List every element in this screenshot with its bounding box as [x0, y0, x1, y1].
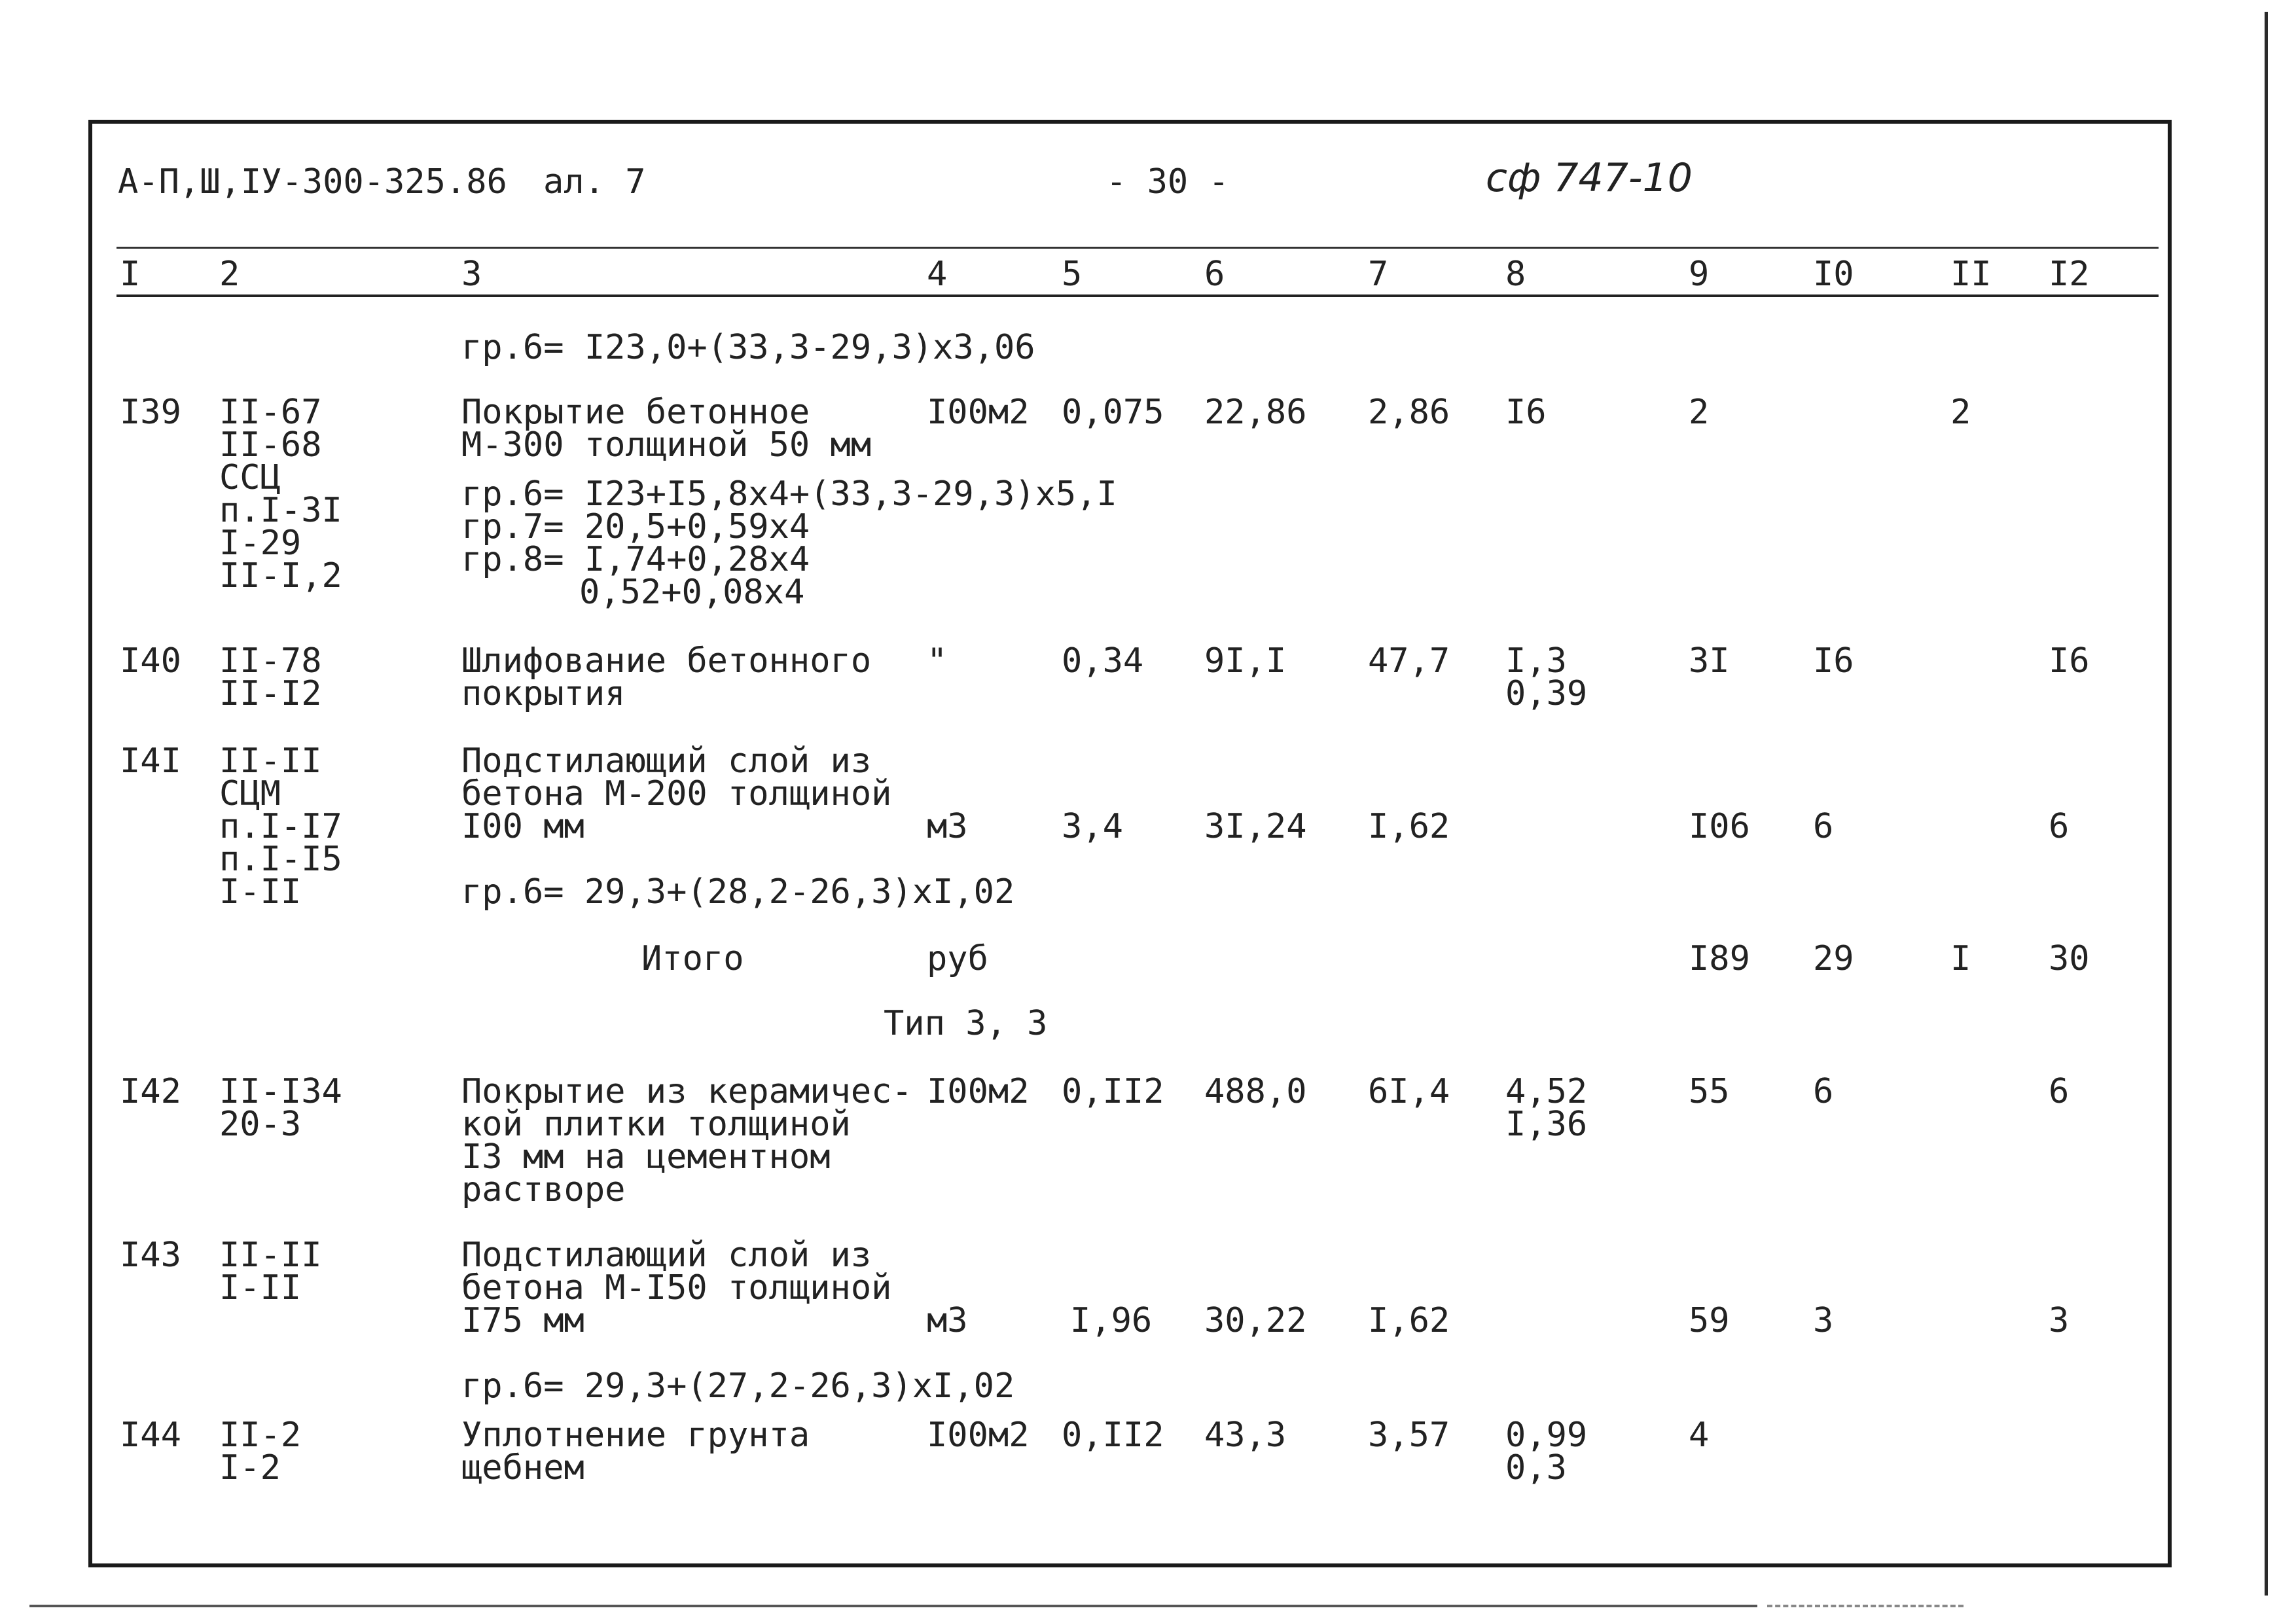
formula-line: гр.8= I,74+0,28x4 [461, 540, 810, 579]
col-8: 8 [1505, 255, 1526, 294]
work-description: М-300 толщиной 50 мм [461, 425, 872, 465]
norm-code: п.I-I5 [219, 840, 342, 879]
bottom-rule [29, 1605, 1757, 1607]
total-col10: 29 [1813, 939, 1854, 978]
norm-code: II-I34 [219, 1072, 342, 1111]
formula-line: гр.7= 20,5+0,59x4 [461, 507, 810, 546]
col12-value: 3 [2049, 1301, 2070, 1340]
norm-code: II-78 [219, 641, 322, 681]
col-2: 2 [219, 255, 240, 294]
column-numbers [0, 255, 2296, 294]
norm-code: II-I,2 [219, 556, 342, 596]
col12-value: 6 [2049, 1072, 2070, 1111]
norm-code: I-II [219, 872, 302, 912]
col12-value: 6 [2049, 807, 2070, 846]
quantity: 0,075 [1062, 393, 1164, 432]
formula-line: гр.6= I23+I5,8x4+(33,3-29,3)x5,I [461, 474, 1117, 514]
work-description: I3 мм на цементном [461, 1137, 831, 1177]
col10-value: I6 [1813, 641, 1854, 681]
col8-value: 0,3 [1505, 1448, 1567, 1488]
unit-price: 488,0 [1204, 1072, 1307, 1111]
quantity: 0,II2 [1062, 1416, 1164, 1455]
work-description: Покрытие из керамичес- [461, 1072, 912, 1111]
work-description: Уплотнение грунта [461, 1416, 810, 1455]
norm-code: I-2 [219, 1448, 281, 1488]
row-number: I4I [120, 741, 181, 781]
col-9: 9 [1689, 255, 1710, 294]
doc-code: А-П,Ш,IУ-300-325.86 [118, 162, 507, 202]
total-col12: 30 [2049, 939, 2090, 978]
col7-value: I,62 [1368, 1301, 1450, 1340]
col-12: I2 [2049, 255, 2090, 294]
col8-value: 0,99 [1505, 1416, 1588, 1455]
col-7: 7 [1368, 255, 1389, 294]
norm-code: п.I-3I [219, 491, 342, 530]
col7-value: 2,86 [1368, 393, 1450, 432]
unit-price: 43,3 [1204, 1416, 1287, 1455]
col8-value: I6 [1505, 393, 1547, 432]
unit: I00м2 [927, 393, 1030, 432]
page-number: - 30 - [1106, 162, 1229, 202]
work-description: Шлифование бетонного [461, 641, 872, 681]
col7-value: 47,7 [1368, 641, 1450, 681]
norm-code: II-68 [219, 425, 322, 465]
work-description: кой плитки толщиной [461, 1105, 851, 1144]
row-number: I39 [120, 393, 181, 432]
unit: I00м2 [927, 1072, 1030, 1111]
norm-code: II-67 [219, 393, 322, 432]
formula-line: гр.6= 29,3+(27,2-26,3)xI,02 [461, 1366, 1015, 1406]
col-5: 5 [1062, 255, 1083, 294]
formula-line: 0,52+0,08x4 [579, 573, 805, 612]
col8-value: 4,52 [1505, 1072, 1588, 1111]
col-4: 4 [927, 255, 948, 294]
work-description: покрытия [461, 674, 626, 713]
album-number: ал. 7 [543, 162, 646, 202]
col10-value: 3 [1813, 1301, 1834, 1340]
row-number: I40 [120, 641, 181, 681]
col7-value: 3,57 [1368, 1416, 1450, 1455]
col9-value: 55 [1689, 1072, 1730, 1111]
unit: " [927, 641, 948, 681]
col-6: 6 [1204, 255, 1225, 294]
unit-price: 9I,I [1204, 641, 1287, 681]
quantity: 0,II2 [1062, 1072, 1164, 1111]
norm-code: ССЦ [219, 458, 281, 497]
work-description: Подстилающий слой из [461, 1236, 872, 1275]
norm-code: I-II [219, 1268, 302, 1308]
col11-value: 2 [1950, 393, 1971, 432]
quantity: I,96 [1070, 1301, 1153, 1340]
col9-value: 59 [1689, 1301, 1730, 1340]
handwritten-stamp: сф 747-10 [1486, 155, 1693, 201]
col9-value: 3I [1689, 641, 1730, 681]
norm-code: I-29 [219, 524, 302, 563]
formula-line: гр.6= 29,3+(28,2-26,3)xI,02 [461, 872, 1015, 912]
col12-value: I6 [2049, 641, 2090, 681]
col9-value: 2 [1689, 393, 1710, 432]
col9-value: I06 [1689, 807, 1750, 846]
norm-code: СЦМ [219, 774, 281, 813]
work-description: Покрытие бетонное [461, 393, 810, 432]
norm-code: II-II [219, 741, 322, 781]
total-col9: I89 [1689, 939, 1750, 978]
col7-value: 6I,4 [1368, 1072, 1450, 1111]
col10-value: 6 [1813, 1072, 1834, 1111]
work-description: щебнем [461, 1448, 584, 1488]
norm-code: 20-3 [219, 1105, 302, 1144]
unit: I00м2 [927, 1416, 1030, 1455]
col8-value: 0,39 [1505, 674, 1588, 713]
total-col11: I [1950, 939, 1971, 978]
norm-code: II-II [219, 1236, 322, 1275]
header-rule-bottom [117, 294, 2159, 297]
total-label: Итого [641, 939, 744, 978]
work-description: I00 мм [461, 807, 584, 846]
page-edge-line [2265, 12, 2268, 1596]
col-1: I [120, 255, 141, 294]
col-3: 3 [461, 255, 482, 294]
unit-price: 22,86 [1204, 393, 1307, 432]
section-title: Тип 3, 3 [884, 1004, 1048, 1043]
work-description: бетона М-200 толщиной [461, 774, 892, 813]
unit: м3 [927, 807, 968, 846]
work-description: бетона М-I50 толщиной [461, 1268, 892, 1308]
work-description: Подстилающий слой из [461, 741, 872, 781]
sheet-frame [88, 120, 2172, 1567]
col8-value: I,3 [1505, 641, 1567, 681]
col-10: I0 [1813, 255, 1854, 294]
total-unit: руб [927, 939, 988, 978]
bottom-rule-dashed [1767, 1605, 1964, 1607]
norm-code: п.I-I7 [219, 807, 342, 846]
col10-value: 6 [1813, 807, 1834, 846]
row-number: I44 [120, 1416, 181, 1455]
norm-code: II-I2 [219, 674, 322, 713]
col8-value: I,36 [1505, 1105, 1588, 1144]
unit: м3 [927, 1301, 968, 1340]
formula-line: гр.6= I23,0+(33,3-29,3)x3,06 [461, 328, 1035, 367]
row-number: I43 [120, 1236, 181, 1275]
norm-code: II-2 [219, 1416, 302, 1455]
col9-value: 4 [1689, 1416, 1710, 1455]
col-11: II [1950, 255, 1992, 294]
quantity: 0,34 [1062, 641, 1144, 681]
unit-price: 3I,24 [1204, 807, 1307, 846]
row-number: I42 [120, 1072, 181, 1111]
quantity: 3,4 [1062, 807, 1123, 846]
header-rule-top [117, 247, 2159, 249]
col7-value: I,62 [1368, 807, 1450, 846]
unit-price: 30,22 [1204, 1301, 1307, 1340]
work-description: растворе [461, 1170, 626, 1209]
work-description: I75 мм [461, 1301, 584, 1340]
